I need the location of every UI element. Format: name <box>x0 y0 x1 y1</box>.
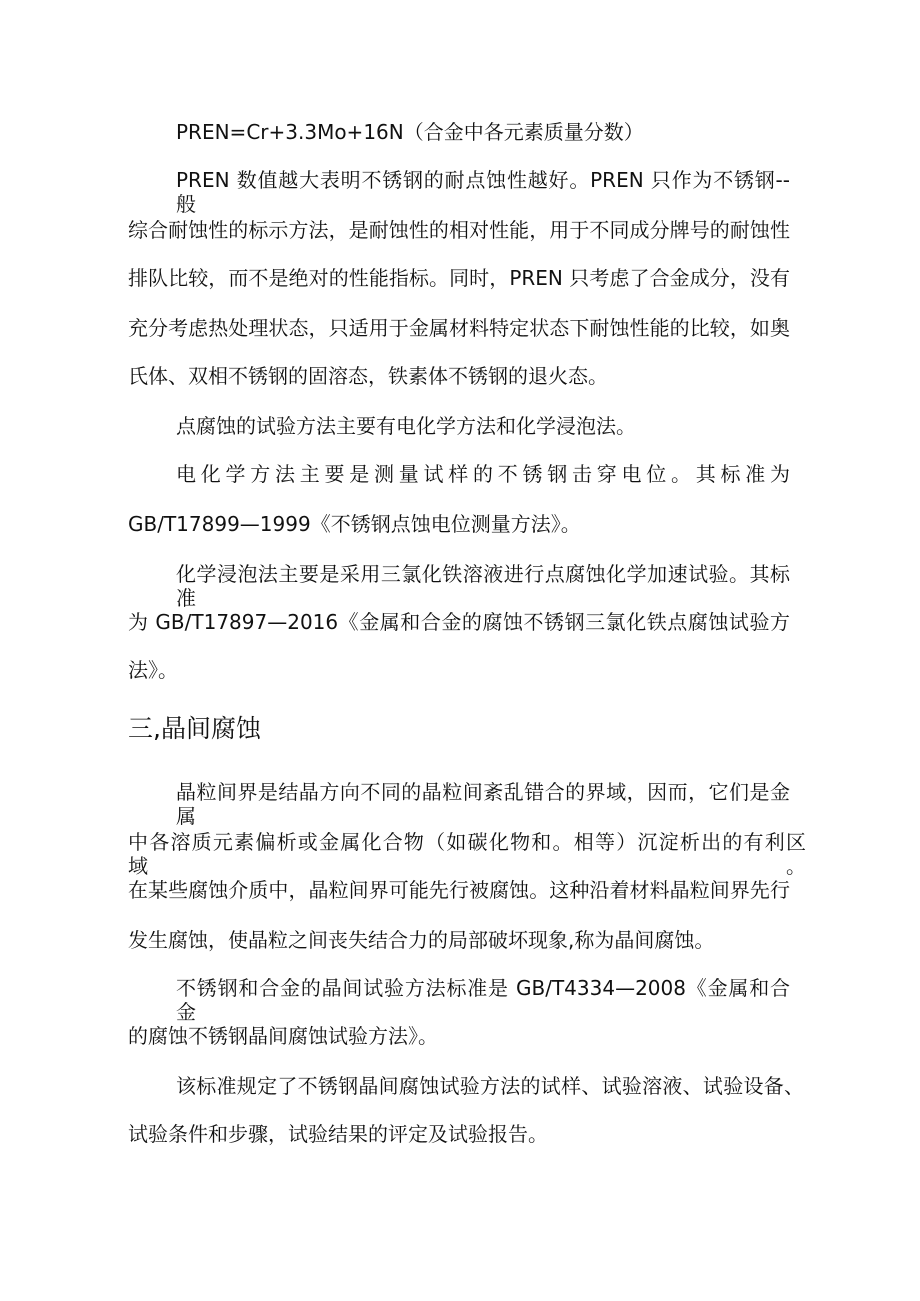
text-line: 该标准规定了不锈钢晶间腐蚀试验方法的试样、试验溶液、试验设备、 <box>176 1074 804 1098</box>
text-line: 为 GB/T17897—2016《金属和合金的腐蚀不锈钢三氯化铁点腐蚀试验方 <box>128 610 790 634</box>
text-line: 在某些腐蚀介质中，晶粒间界可能先行被腐蚀。这种沿着材料晶粒间界先行 <box>128 878 790 902</box>
text-line: 晶粒间界是结晶方向不同的晶粒间紊乱错合的界域，因而，它们是金属 <box>176 780 790 828</box>
text-line: 法》。 <box>128 658 178 682</box>
text-line: 点腐蚀的试验方法主要有电化学方法和化学浸泡法。 <box>176 414 636 438</box>
text-line: PREN=Cr+3.3Mo+16N（合金中各元素质量分数） <box>176 120 644 144</box>
text-line: 化学浸泡法主要是采用三氯化铁溶液进行点腐蚀化学加速试验。其标准 <box>176 562 790 610</box>
text-line: PREN 数值越大表明不锈钢的耐点蚀性越好。PREN 只作为不锈钢--般 <box>176 168 790 216</box>
section-heading: 三,晶间腐蚀 <box>128 714 261 743</box>
text-line: 充分考虑热处理状态，只适用于金属材料特定状态下耐蚀性能的比较，如奥 <box>128 316 790 340</box>
text-line: 的腐蚀不锈钢晶间腐蚀试验方法》。 <box>128 1024 438 1048</box>
text-line: 不锈钢和合金的晶间试验方法标准是 GB/T4334—2008《金属和合金 <box>176 976 790 1024</box>
text-line: 综合耐蚀性的标示方法，是耐蚀性的相对性能，用于不同成分牌号的耐蚀性 <box>128 218 790 242</box>
text-line: 试验条件和步骤，试验结果的评定及试验报告。 <box>128 1122 548 1146</box>
text-line: 排队比较，而不是绝对的性能指标。同时，PREN 只考虑了合金成分，没有 <box>128 266 790 290</box>
text-line: 中各溶质元素偏析或金属化合物（如碳化物和。相等）沉淀析出的有利区域。 <box>128 830 806 878</box>
text-line: 氏体、双相不锈钢的固溶态，铁素体不锈钢的退火态。 <box>128 364 608 388</box>
text-line: 电化学方法主要是测量试样的不锈钢击穿电位。其标准为 <box>176 462 790 486</box>
text-line: 发生腐蚀，使晶粒之间丧失结合力的局部破坏现象,称为晶间腐蚀。 <box>128 928 715 952</box>
text-line: GB/T17899—1999《不锈钢点蚀电位测量方法》。 <box>128 512 581 536</box>
